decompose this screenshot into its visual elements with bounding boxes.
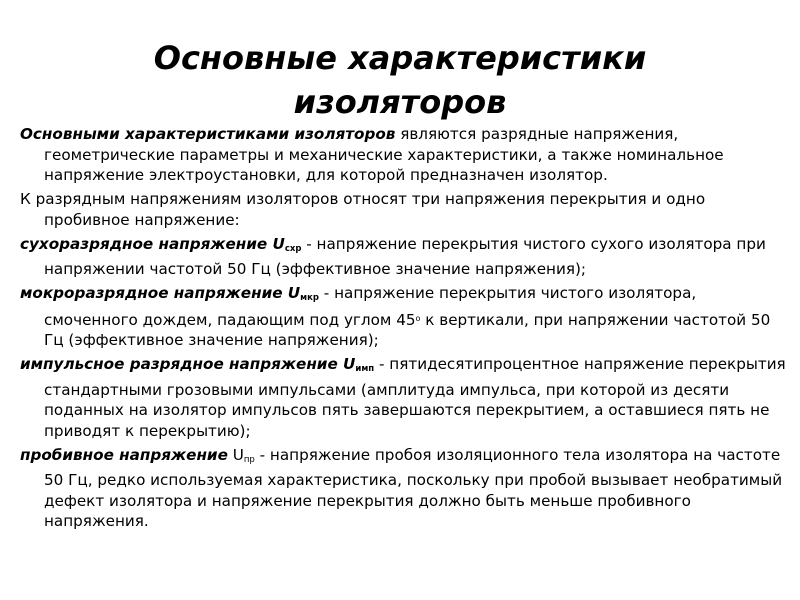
term-impulse-discharge: импульсное разрядное напряжение U <box>20 355 356 373</box>
term-main-characteristics: Основными характеристиками изоляторов <box>20 125 396 143</box>
paragraph-breakdown <box>20 445 790 532</box>
paragraph-impulse-discharge-text: - пятидесятипроцентное напряжение перекрытия стандартными грозовыми импульсами (амплитуда импульса, при которой из десяти поданных на изолятор импульсов пять завершаются перекрытием, а оставшиеся пять не приводят к перекрытию); <box>44 355 786 440</box>
degree-mark: о <box>415 313 421 323</box>
paragraph-discharge-voltages-text: К разрядным напряжениям изоляторов относят три напряжения перекрытия и одно пробивное напряжение: <box>20 190 706 229</box>
paragraph-impulse-discharge <box>20 354 790 441</box>
subscript-dry: схр <box>284 243 302 254</box>
slide-body <box>20 124 790 535</box>
slide-title-line-1: Основные характеристики <box>153 39 647 77</box>
paragraph-definition <box>20 124 790 186</box>
term-dry-discharge: сухоразрядное напряжение U <box>20 234 285 253</box>
subscript-wet: мкр <box>300 293 319 303</box>
subscript-impulse: имп <box>355 364 375 374</box>
paragraph-breakdown-text: - напряжение пробоя изоляционного тела изолятора на частоте 50 Гц, редко используемая характеристика, поскольку при пробой вызывает необратимый дефект изолятора и напряжение перекрытия должно быть меньше пробивного напряжения. <box>44 445 783 530</box>
paragraph-discharge-voltages <box>20 189 790 230</box>
paragraph-wet-discharge-text-b: к вертикали, при напряжении частотой 50 Гц (эффективное значение напряжения); <box>44 310 771 349</box>
breakdown-symbol: U <box>227 445 244 464</box>
paragraph-wet-discharge-text-a: - напряжение перекрытия чистого изолятора, смоченного дождем, падающим под углом 45 <box>44 284 697 329</box>
subscript-breakdown: пр <box>243 454 255 465</box>
slide-title-line-2: изоляторов <box>293 83 507 121</box>
paragraph-dry-discharge <box>20 234 790 280</box>
paragraph-definition-text: являются разрядные напряжения, геометрические параметры и механические характеристики, а также номинальное напряжение электроустановки, для которой предназначен изолятор. <box>44 125 724 184</box>
slide-title <box>0 36 800 124</box>
paragraph-dry-discharge-text: - напряжение перекрытия чистого сухого изолятора при напряжении частотой 50 Гц (эффективное значение напряжения); <box>44 234 766 278</box>
term-breakdown: пробивное напряжение <box>20 445 228 464</box>
term-wet-discharge: мокроразрядное напряжение U <box>20 284 301 302</box>
paragraph-wet-discharge <box>20 283 790 351</box>
